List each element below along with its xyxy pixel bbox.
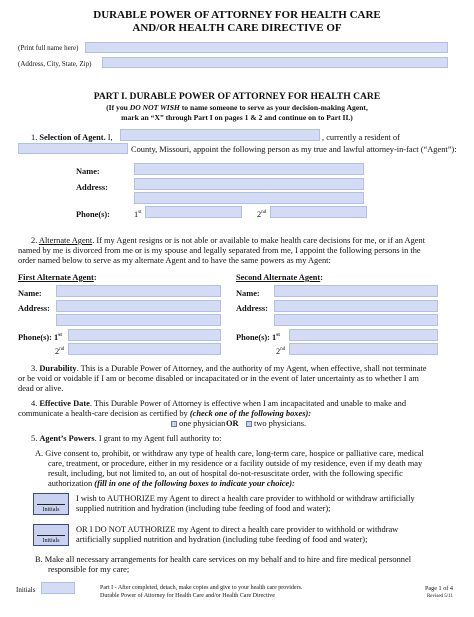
- footer-initials-field[interactable]: [41, 582, 75, 594]
- not-authorize-line2: artificially supplied nutrition and hydration (including tube feeding of food and water);: [76, 535, 368, 544]
- address-label: (Address, City, State, Zip): [18, 60, 92, 68]
- power-b-line2: responsible for my care;: [48, 565, 130, 574]
- first-alt-address-line2-field[interactable]: [56, 314, 221, 326]
- effective-date-line1: 4. Effective Date. This Durable Power of Attorney is effective when I am incapacitated and unable to make and: [31, 399, 407, 408]
- agent-address-label: Address:: [76, 183, 108, 192]
- alternate-agent-line3: order named below to serve as my alternate Agent and to have the same powers as my Agent:: [18, 256, 331, 265]
- second-alternate-heading: Second Alternate Agent:: [236, 273, 324, 282]
- agent-powers-heading: 5. Agent’s Powers. I grant to my Agent full authority to:: [31, 434, 222, 443]
- footer-page-number: Page 1 of 4: [424, 585, 453, 592]
- authorize-line2: supplied nutrition and hydration (including tube feeding of food and water);: [76, 504, 331, 513]
- document-title: DURABLE POWER OF ATTORNEY FOR HEALTH CARE: [93, 9, 381, 21]
- first-alternate-heading: First Alternate Agent:: [18, 273, 97, 282]
- footer-line2: Durable Power of Attorney for Health Care and/or Health Care Directive: [100, 593, 275, 599]
- agent-name-label: Name:: [76, 167, 100, 176]
- agent-phone2-field[interactable]: [270, 206, 367, 218]
- part1-note-line1: (If you DO NOT WISH to name someone to serve as your decision-making Agent,: [106, 103, 368, 112]
- effective-date-line2: communicate a health-care decision as certified by (check one of the following boxes):: [18, 409, 312, 418]
- agent-phone2-label: 2nd: [257, 210, 267, 219]
- power-a-line2: care, treatment, or procedure, either in my residence or a facility outside of my residence, even if my death may: [48, 459, 423, 468]
- agent-phone1-field[interactable]: [145, 206, 242, 218]
- second-alt-address-label: Address:: [236, 304, 268, 313]
- first-alt-phone2-label: 2nd: [55, 347, 65, 356]
- full-address-field[interactable]: [102, 57, 448, 68]
- authorize-initials-box[interactable]: Initials: [33, 493, 69, 515]
- resident-text: , currently a resident of: [322, 133, 400, 142]
- second-alt-name-field[interactable]: [274, 285, 438, 297]
- agent-phones-label: Phone(s):: [76, 210, 110, 219]
- county-field[interactable]: [18, 143, 128, 154]
- one-physician-label: one physician: [179, 419, 226, 428]
- two-physicians-label: two physicians.: [254, 419, 307, 428]
- second-alt-phone2-field[interactable]: [289, 343, 438, 355]
- durability-line3: dead or alive.: [18, 384, 64, 393]
- first-alt-phone1-field[interactable]: [68, 329, 221, 341]
- alternate-agent-line1: 2. Alternate Agent. If my Agent resigns or is not able or available to make health care decisions for me, or if an Agent: [31, 236, 425, 245]
- alternate-agent-line2: named by me is divorced from me or is my spouse and legally separated from me, I appoint the following persons in the: [18, 246, 421, 255]
- first-alt-address-label: Address:: [18, 304, 50, 313]
- first-alt-address-line1-field[interactable]: [56, 300, 221, 312]
- document-subtitle: AND/OR HEALTH CARE DIRECTIVE OF: [132, 22, 342, 34]
- durability-line1: 3. Durability. This is a Durable Power of Attorney, and the authority of my Agent, when effective, shall not terminate: [31, 364, 427, 373]
- durability-line2: or be void or voidable if I am or become disabled or incapacitated or in the event of later uncertainty as to whether I am: [18, 374, 419, 383]
- full-name-field[interactable]: [85, 42, 448, 53]
- power-a-line3: result, including, but not limited to, an out of hospital do-not-resuscitate order, with the following specific: [48, 469, 403, 478]
- power-a-line1: A. Give consent to, prohibit, or withdraw any type of health care, long-term care, hospice or palliative care, medical: [35, 449, 424, 458]
- second-alt-name-label: Name:: [236, 289, 260, 298]
- authorize-line1: I wish to AUTHORIZE my Agent to direct a health care provider to withhold or withdraw artificially: [76, 494, 415, 503]
- footer-initials-label: Initials: [16, 586, 36, 594]
- second-alt-phone1-field[interactable]: [289, 329, 438, 341]
- first-alt-name-label: Name:: [18, 289, 42, 298]
- print-name-label: (Print full name here): [18, 44, 79, 52]
- agent-address-line1-field[interactable]: [134, 178, 364, 190]
- not-authorize-line1: OR I DO NOT AUTHORIZE my Agent to direct a health care provider to withhold or withdraw: [76, 525, 399, 534]
- first-alt-phone2-field[interactable]: [68, 343, 221, 355]
- second-alt-phone2-label: 2nd: [276, 347, 286, 356]
- second-alt-phone1-label: Phone(s): 1st: [236, 333, 280, 342]
- power-a-line4: authorization (fill in one of the following boxes to indicate your choice):: [48, 479, 295, 488]
- selection-of-agent-heading: 1. Selection of Agent. I,: [31, 133, 113, 142]
- power-b-line1: B. Make all necessary arrangements for health care services on my behalf and to hire and fire medical personnel: [35, 555, 412, 564]
- principal-name-field[interactable]: [120, 129, 320, 141]
- footer-line1: Part I - After completed, detach, make copies and give to your health care providers.: [100, 585, 303, 591]
- second-alt-address-line1-field[interactable]: [274, 300, 438, 312]
- footer-revised: Revised 5/11: [426, 594, 453, 599]
- part1-title: PART I. DURABLE POWER OF ATTORNEY FOR HEALTH CARE: [93, 91, 381, 102]
- agent-name-field[interactable]: [134, 163, 364, 175]
- not-authorize-initials-box[interactable]: Initials: [33, 524, 69, 546]
- two-physicians-checkbox[interactable]: [246, 421, 252, 427]
- part1-note-line2: mark an “X” through Part I on pages 1 & 2 and continue on to Part II.): [121, 113, 353, 122]
- second-alt-address-line2-field[interactable]: [274, 314, 438, 326]
- agent-phone1-label: 1st: [134, 210, 142, 219]
- one-physician-checkbox[interactable]: [171, 421, 177, 427]
- first-alt-phone1-label: Phone(s): 1st: [18, 333, 62, 342]
- or-label: OR: [226, 419, 239, 428]
- agent-address-line2-field[interactable]: [134, 192, 364, 204]
- first-alt-name-field[interactable]: [56, 285, 221, 297]
- county-text: County, Missouri, appoint the following person as my true and lawful attorney-in-fact (“Agent”):: [131, 145, 457, 154]
